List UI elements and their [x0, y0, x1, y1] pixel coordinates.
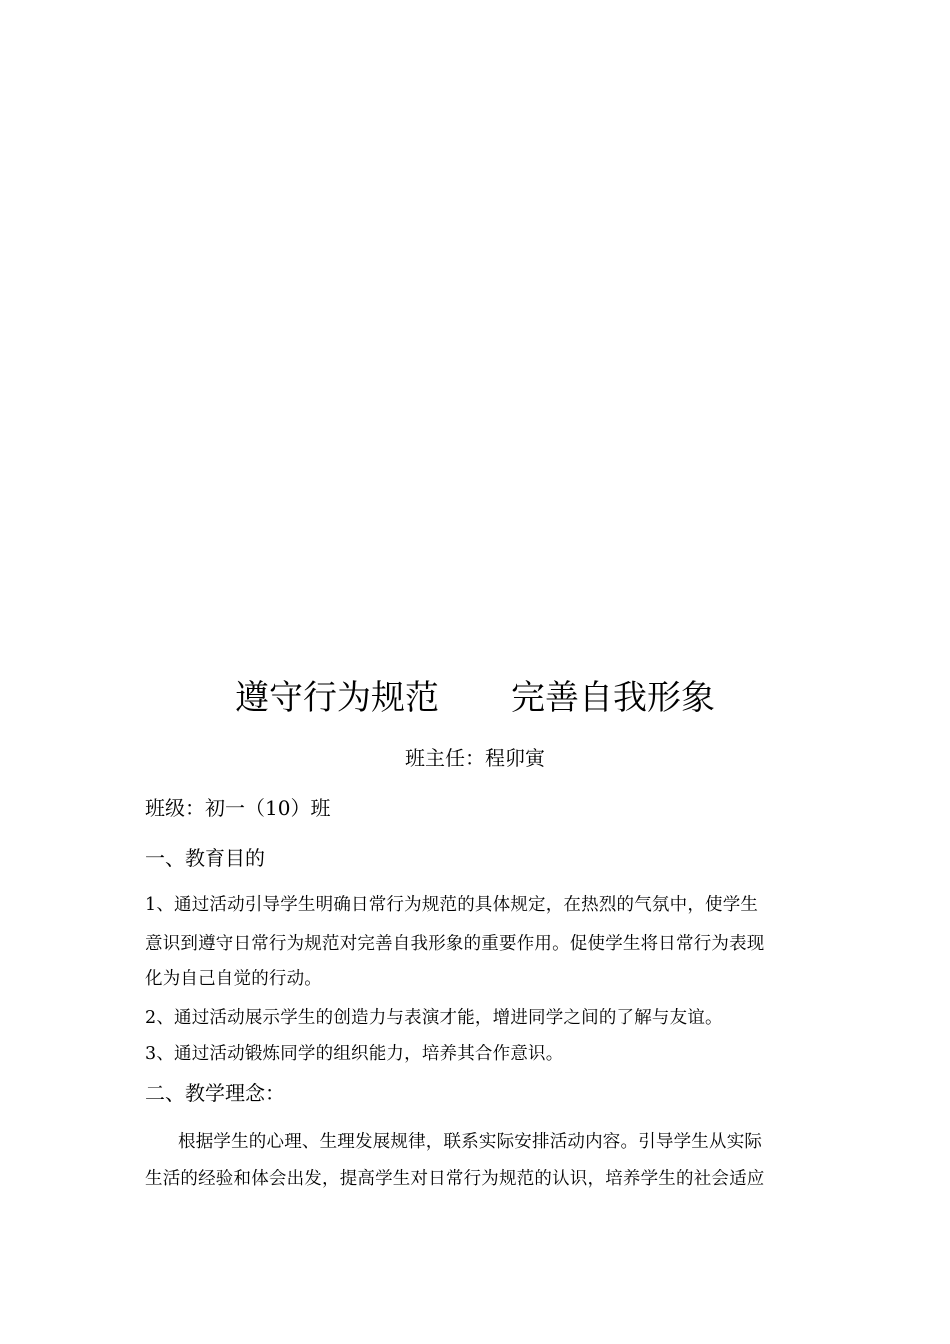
section-1-line: 1、通过活动引导学生明确日常行为规范的具体规定，在热烈的气氛中，使学生 [145, 895, 759, 915]
section-1-line: 化为自己自觉的行动。 [145, 969, 322, 989]
teacher-line: 班主任：程卯寅 [405, 746, 545, 770]
document-title [0, 673, 950, 723]
section-2-heading: 二、教学理念： [145, 1081, 285, 1105]
section-1-line: 2、通过活动展示学生的创造力与表演才能，增进同学之间的了解与友谊。 [145, 1008, 723, 1028]
section-1-heading: 一、教育目的 [145, 846, 265, 870]
section-1-line: 3、通过活动锻炼同学的组织能力，培养其合作意识。 [145, 1044, 564, 1064]
title-part-1: 遵守行为规范 [235, 678, 439, 718]
class-line: 班级：初一（10）班 [145, 796, 331, 820]
section-1-line: 意识到遵守日常行为规范对完善自我形象的重要作用。促使学生将日常行为表现 [145, 934, 765, 954]
section-2-line: 根据学生的心理、生理发展规律，联系实际安排活动内容。引导学生从实际 [178, 1132, 763, 1152]
title-part-2: 完善自我形象 [511, 678, 715, 718]
section-2-line: 生活的经验和体会出发，提高学生对日常行为规范的认识，培养学生的社会适应 [145, 1169, 765, 1189]
